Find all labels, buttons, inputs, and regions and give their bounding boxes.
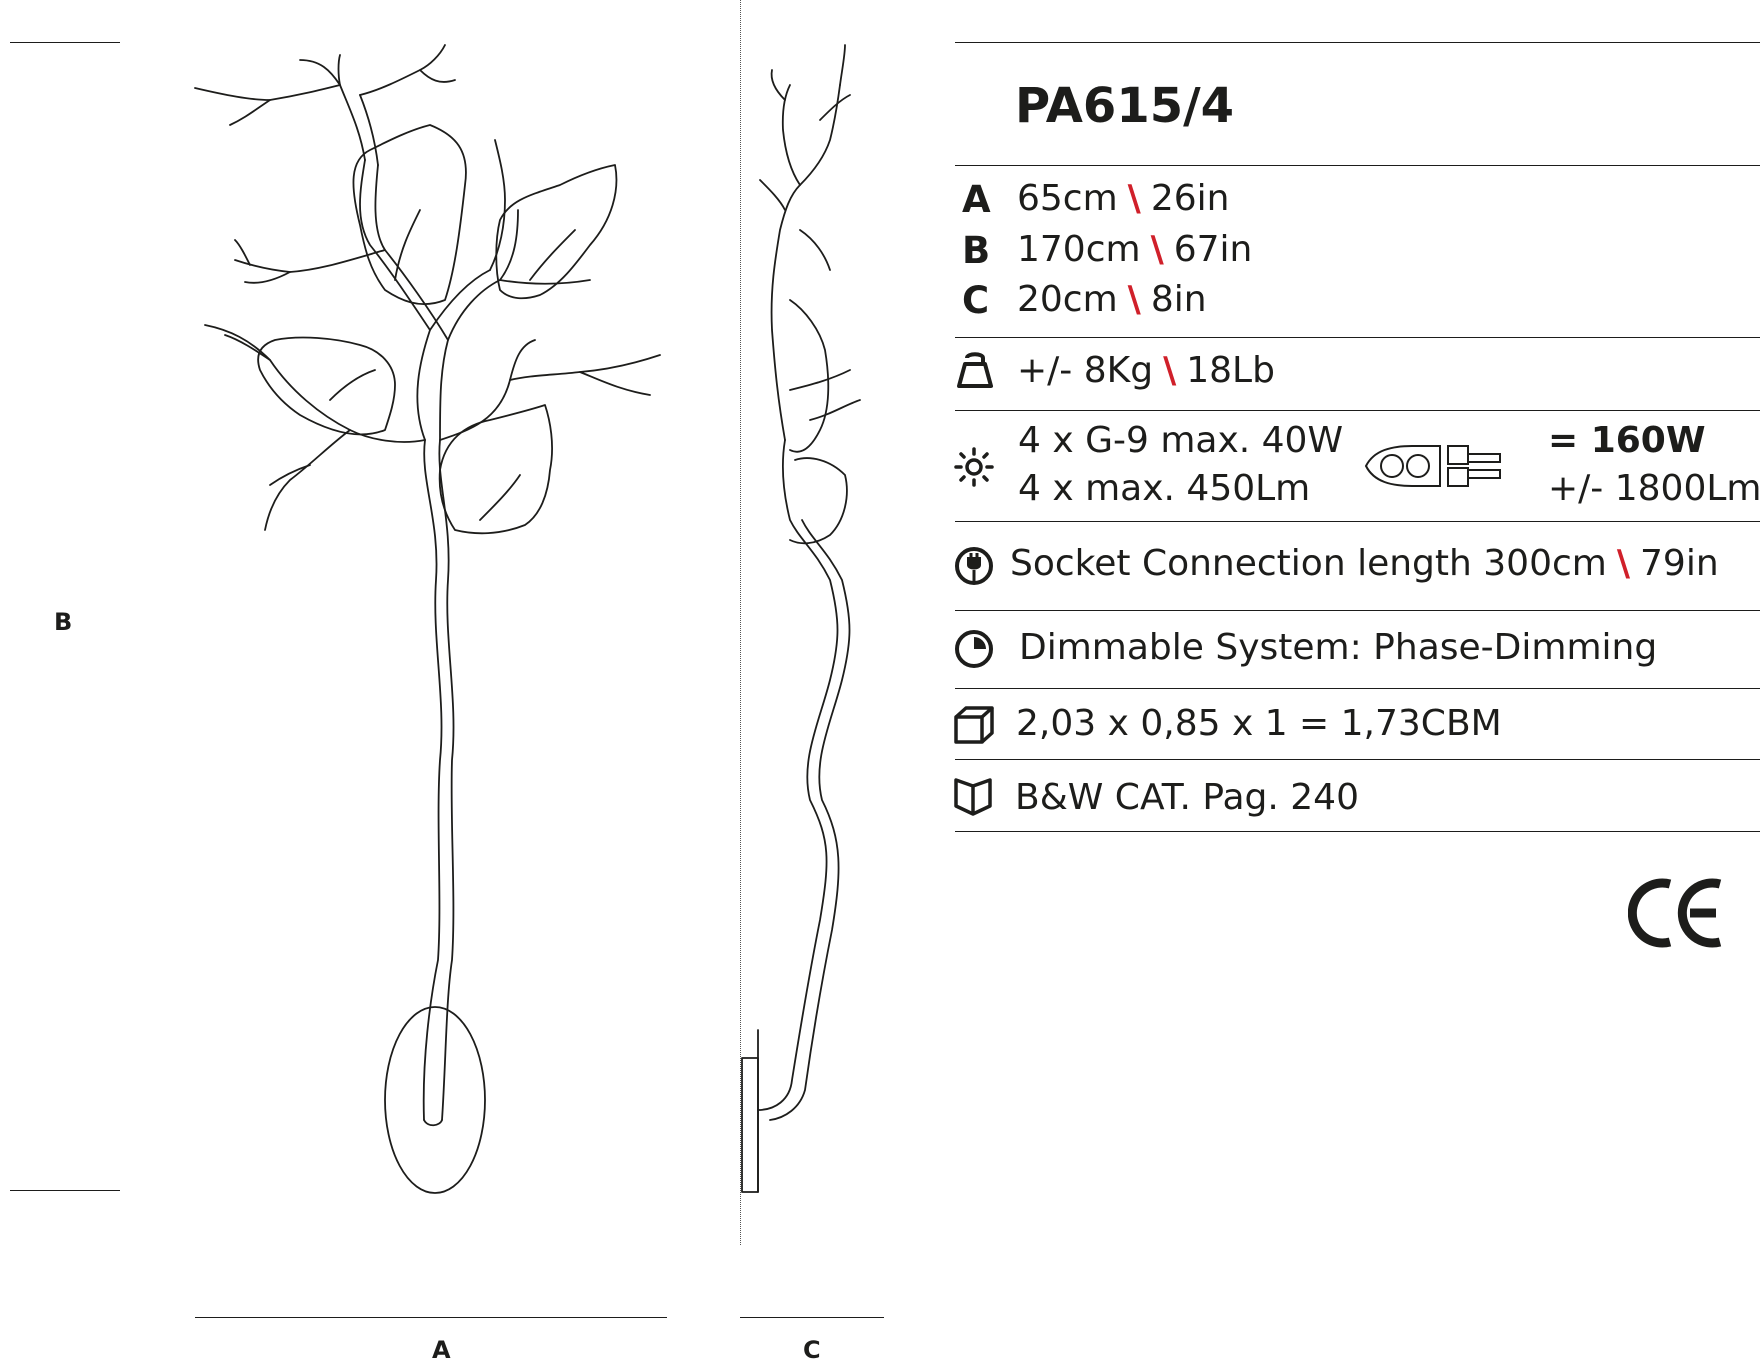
lumens-text: 4 x max. 450Lm — [1018, 468, 1311, 509]
ce-mark — [1628, 878, 1728, 948]
box-icon — [953, 705, 995, 745]
separator: \ — [1163, 350, 1177, 391]
dim-a-cm: 65cm — [1017, 178, 1118, 219]
dim-b-in: 67in — [1173, 229, 1253, 270]
dim-row-a — [1017, 178, 1229, 219]
spec-rule-8 — [955, 831, 1760, 832]
separator: \ — [1127, 279, 1141, 320]
dim-letter-b: B — [962, 229, 991, 272]
depth-dim-line — [740, 1317, 884, 1318]
catalog-text: B&W CAT. Pag. 240 — [1015, 777, 1359, 818]
side-view-drawing — [730, 0, 890, 1250]
connection-text: Socket Connection length 300cm — [1010, 543, 1607, 584]
bulbs-text: 4 x G-9 max. 40W — [1018, 420, 1344, 461]
spec-rule-1 — [955, 165, 1760, 166]
front-view-drawing — [0, 0, 700, 1250]
dim-b-cm: 170cm — [1017, 229, 1141, 270]
width-dim-line — [195, 1317, 667, 1318]
dim-row-b — [1017, 229, 1252, 270]
total-lumen: +/- 1800Lm — [1548, 468, 1762, 509]
connection-in: 79in — [1640, 543, 1719, 584]
product-code: PA615/4 — [1015, 78, 1235, 134]
bulb-icon — [952, 445, 996, 489]
g9-lamp-icon — [1362, 440, 1512, 492]
dimmer-icon — [953, 628, 995, 670]
weight-lb: 18Lb — [1186, 350, 1275, 391]
connection-row — [1010, 543, 1719, 584]
spec-rule-5 — [955, 610, 1760, 611]
spec-rule-6 — [955, 688, 1760, 689]
spec-rule-4 — [955, 521, 1760, 522]
spec-rule-2 — [955, 337, 1760, 338]
weight-icon — [955, 350, 995, 390]
weight-row — [1017, 350, 1275, 391]
volume-text: 2,03 x 0,85 x 1 = 1,73CBM — [1016, 703, 1502, 744]
dimming-text: Dimmable System: Phase-Dimming — [1019, 627, 1658, 668]
dim-c-cm: 20cm — [1017, 279, 1118, 320]
spec-rule-3 — [955, 410, 1760, 411]
dim-letter-a: A — [962, 178, 991, 221]
separator: \ — [1150, 229, 1164, 270]
dim-row-c — [1017, 279, 1207, 320]
spec-rule-7 — [955, 759, 1760, 760]
weight-kg: +/- 8Kg — [1017, 350, 1154, 391]
separator: \ — [1616, 543, 1631, 584]
width-dim-label: A — [432, 1336, 451, 1364]
plug-icon — [953, 545, 995, 587]
dim-c-in: 8in — [1150, 279, 1207, 320]
catalog-icon — [952, 776, 994, 818]
separator: \ — [1127, 178, 1141, 219]
depth-dim-label: C — [803, 1336, 821, 1364]
dim-letter-c: C — [962, 279, 990, 322]
height-dim-label: B — [54, 608, 73, 636]
spec-rule-top — [955, 42, 1760, 43]
dim-a-in: 26in — [1150, 178, 1230, 219]
total-watt: = 160W — [1548, 420, 1706, 461]
